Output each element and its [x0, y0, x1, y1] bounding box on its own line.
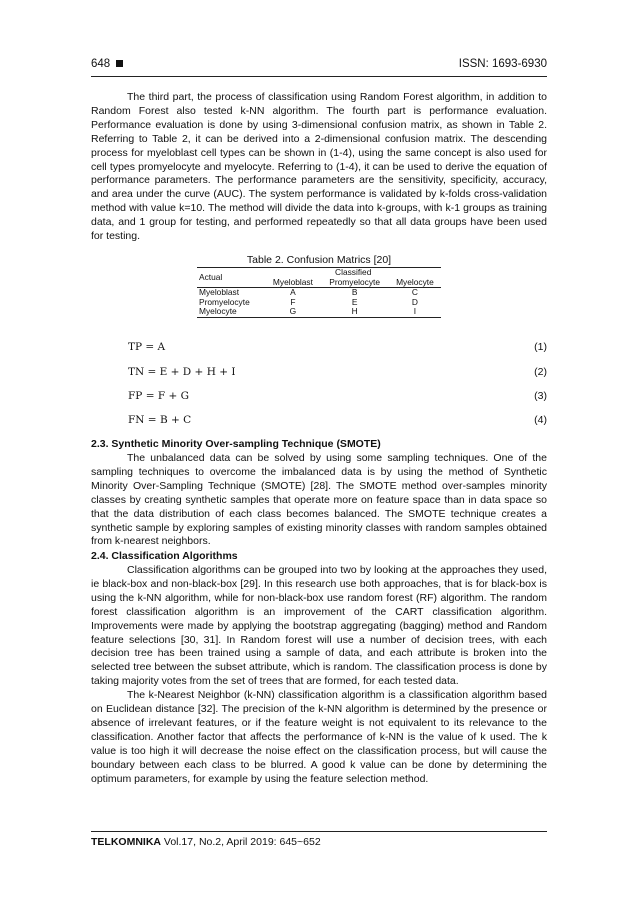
equation-expression: TP = A	[128, 341, 166, 353]
smote-paragraph: The unbalanced data can be solved by using some sampling techniques. One of the sampling techniques to overcome the imbalanced data is by using the method of Synthetic Minority Over-Sampling Technique (SMOTE) [28]. The SMOTE method over-samples minority classes by creating synthetic samples that operate more on feature space than in data space so that the data distribution of each class becomes balanced. The SMOTE technique creates a synthetic sample by exploring samples of existing minority classes with random samples obtained from k-nearest neighbors.	[91, 452, 547, 548]
equation-expression: FN = B + C	[128, 414, 192, 426]
equation-3	[128, 390, 547, 402]
table-cell: H	[320, 307, 388, 317]
page-header	[91, 58, 547, 70]
intro-paragraph-block	[91, 91, 547, 244]
journal-name: TELKOMNIKA	[91, 836, 161, 848]
equation-4	[128, 414, 547, 426]
classification-paragraph-block	[91, 564, 547, 787]
classified-header: Classified	[265, 268, 441, 278]
equation-number: (2)	[534, 366, 547, 378]
actual-header: Actual	[197, 268, 265, 288]
column-header: Myelocyte	[389, 278, 441, 288]
equation-1	[128, 341, 547, 353]
column-header: Promyelocyte	[320, 278, 388, 288]
table-cell: D	[411, 296, 418, 307]
equation-expression: TN = E + D + H + I	[128, 366, 236, 378]
page-number: 648	[91, 58, 111, 70]
table-cell: I	[389, 307, 441, 317]
smote-paragraph-block	[91, 452, 547, 549]
table-cell: A	[290, 287, 296, 298]
row-label: Myeloblast	[199, 287, 240, 298]
row-label: Myelocyte	[197, 307, 265, 317]
table-cell: F	[290, 296, 296, 307]
section-heading-smote: 2.3. Synthetic Minority Over-sampling Technique (SMOTE)	[91, 438, 381, 450]
page-number-group	[91, 58, 123, 70]
column-header: Myeloblast	[265, 278, 320, 288]
equation-2	[128, 366, 547, 378]
table-cell: C	[411, 287, 418, 298]
page-footer	[91, 836, 321, 848]
equation-number: (3)	[534, 390, 547, 402]
footer-rule	[91, 831, 547, 832]
equation-number: (4)	[534, 414, 547, 426]
issn: ISSN: 1693-6930	[458, 58, 547, 70]
equation-expression: FP = F + G	[128, 390, 189, 402]
journal-details: Vol.17, No.2, April 2019: 645~652	[163, 836, 321, 848]
knn-paragraph: The k-Nearest Neighbor (k-NN) classification algorithm is a classification algorithm based on Euclidean distance [32]. The precision of the k-NN algorithm is determined by the presence or absence of irrelevant features, or if the feature weight is not equivalent to its relevance to the classification. Another factor that affects the performance of k-NN is the value of k used. The k value is too high it will decrease the noise effect on the classification process, but will cause the boundary between each class to be blurred. A good k value can be done by determining the optimum parameters, for example by using the feature selection method.	[91, 689, 547, 785]
classification-paragraph: Classification algorithms can be grouped into two by looking at the approaches they used, ie black-box and non-black-box [29]. In this research use both approaches, that is for black-box is using the k-NN algorithm, while for non-black-box use random forest (RF) algorithm. The random forest classification algorithm is an improvement of the CART classification algorithm. Improvements were made by applying the bootstrap aggregating (bagging) method and Random feature selections [30, 31]. In Random forest will use a number of decision trees, with each decision tree has been trained using a sample of data, and each attribute is broken into the selected tree between the subset attribute, which is random. The classification process is done by taking majority votes from the set of trees that are formed, for each tested data.	[91, 564, 547, 688]
row-label: Promyelocyte	[199, 296, 250, 307]
header-rule	[91, 76, 547, 77]
table-cell: B	[351, 287, 358, 298]
table-row	[197, 307, 441, 317]
section-heading-classification: 2.4. Classification Algorithms	[91, 550, 238, 562]
equation-number: (1)	[534, 341, 547, 353]
square-bullet-icon	[116, 60, 123, 67]
table-caption: Table 2. Confusion Matrics [20]	[246, 254, 392, 266]
intro-paragraph: The third part, the process of classification using Random Forest algorithm, in addition to Random Forest also tested k-NN algorithm. The fourth part is performance evaluation. Performance evaluation is done by using 3-dimensional confusion matrix, as shown in Table 2. Referring to Table 2, it can be derived into a 2-dimensional confusion matrix. The descending process for myeloblast cell types can be shown in (1-4), using the same concept is also used for cell types promyelocyte and myelocyte. Referring to (1-4), it can be used to derive the equation of performance parameters. The performance parameters are the sensitivity, specificity, accuracy, and area under the curve (AUC). The system performance is validated by k-folds cross-validation method with value k=10. The method will divide the data into k-groups, with k-1 groups as training data, and 1 group for testing, and performed repeatedly so that all data groups have been used for testing.	[91, 91, 547, 243]
table-cell: E	[351, 296, 358, 307]
confusion-matrix-table	[197, 267, 441, 318]
table-cell: G	[265, 307, 320, 317]
